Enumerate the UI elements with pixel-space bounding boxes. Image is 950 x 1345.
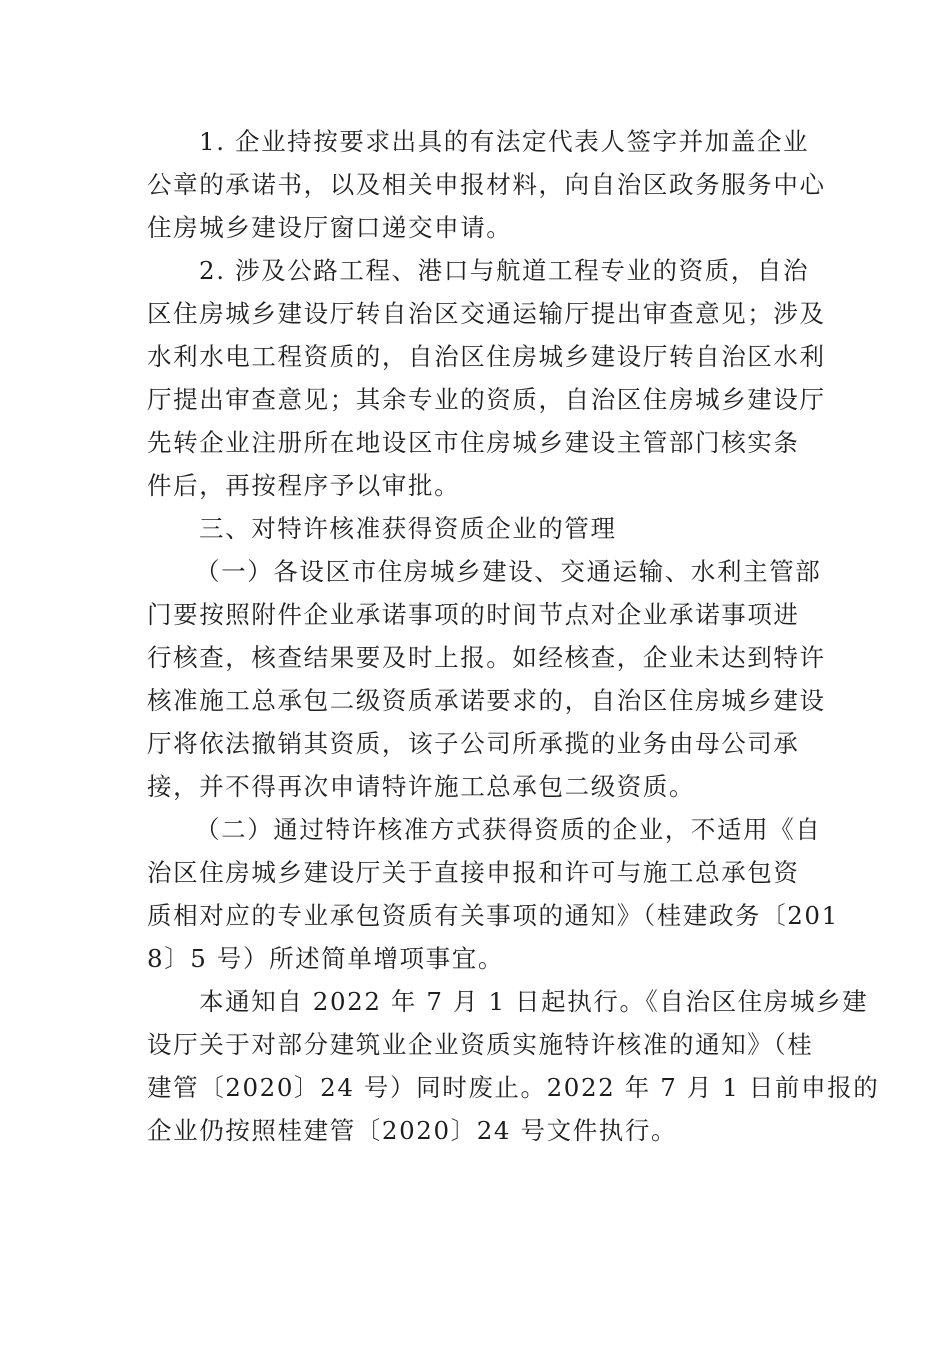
paragraph-line: 厅提出审查意见；其余专业的资质，自治区住房城乡建设厅 bbox=[147, 385, 826, 414]
paragraph-line: 件后，再按程序予以审批。 bbox=[147, 471, 461, 500]
paragraph-line: 设厅关于对部分建筑业企业资质实施特许核准的通知》（桂 bbox=[147, 1030, 814, 1059]
paragraph-line: 接，并不得再次申请特许施工总承包二级资质。 bbox=[147, 772, 696, 801]
paragraph-line: 住房城乡建设厅窗口递交申请。 bbox=[147, 213, 513, 242]
paragraph-line: 厅将依法撤销其资质，该子公司所承揽的业务由母公司承 bbox=[147, 729, 800, 758]
paragraph-line: （一）各设区市住房城乡建设、交通运输、水利主管部 bbox=[195, 557, 822, 586]
paragraph-line: （二）通过特许核准方式获得资质的企业，不适用《自 bbox=[195, 815, 822, 844]
paragraph-line: 建管〔2020〕24 号）同时废止。2022 年 7 月 1 日前申报的 bbox=[147, 1073, 880, 1102]
paragraph-line: 8〕5 号）所述简单增项事宜。 bbox=[147, 944, 504, 973]
paragraph-line: 核准施工总承包二级资质承诺要求的，自治区住房城乡建设 bbox=[147, 686, 826, 715]
paragraph-line: 企业仍按照桂建管〔2020〕24 号文件执行。 bbox=[147, 1116, 678, 1145]
paragraph-line: 公章的承诺书，以及相关申报材料，向自治区政务服务中心 bbox=[147, 170, 826, 199]
paragraph-line: 行核查，核查结果要及时上报。如经核查，企业未达到特许 bbox=[147, 643, 826, 672]
paragraph-line: 门要按照附件企业承诺事项的时间节点对企业承诺事项进 bbox=[147, 600, 800, 629]
section-heading: 三、对特许核准获得资质企业的管理 bbox=[199, 514, 617, 543]
paragraph-line: 2. 涉及公路工程、港口与航道工程专业的资质，自治 bbox=[199, 256, 810, 285]
paragraph-line: 区住房城乡建设厅转自治区交通运输厅提出审查意见；涉及 bbox=[147, 299, 826, 328]
paragraph-line: 1. 企业持按要求出具的有法定代表人签字并加盖企业 bbox=[199, 127, 810, 156]
paragraph-line: 水利水电工程资质的，自治区住房城乡建设厅转自治区水利 bbox=[147, 342, 826, 371]
document-body bbox=[147, 120, 880, 1152]
paragraph-line: 先转企业注册所在地设区市住房城乡建设主管部门核实条 bbox=[147, 428, 800, 457]
paragraph-line: 治区住房城乡建设厅关于直接申报和许可与施工总承包资 bbox=[147, 858, 800, 887]
paragraph-line: 本通知自 2022 年 7 月 1 日起执行。《自治区住房城乡建 bbox=[199, 987, 869, 1016]
paragraph-line: 质相对应的专业承包资质有关事项的通知》（桂建政务〔201 bbox=[147, 901, 839, 930]
